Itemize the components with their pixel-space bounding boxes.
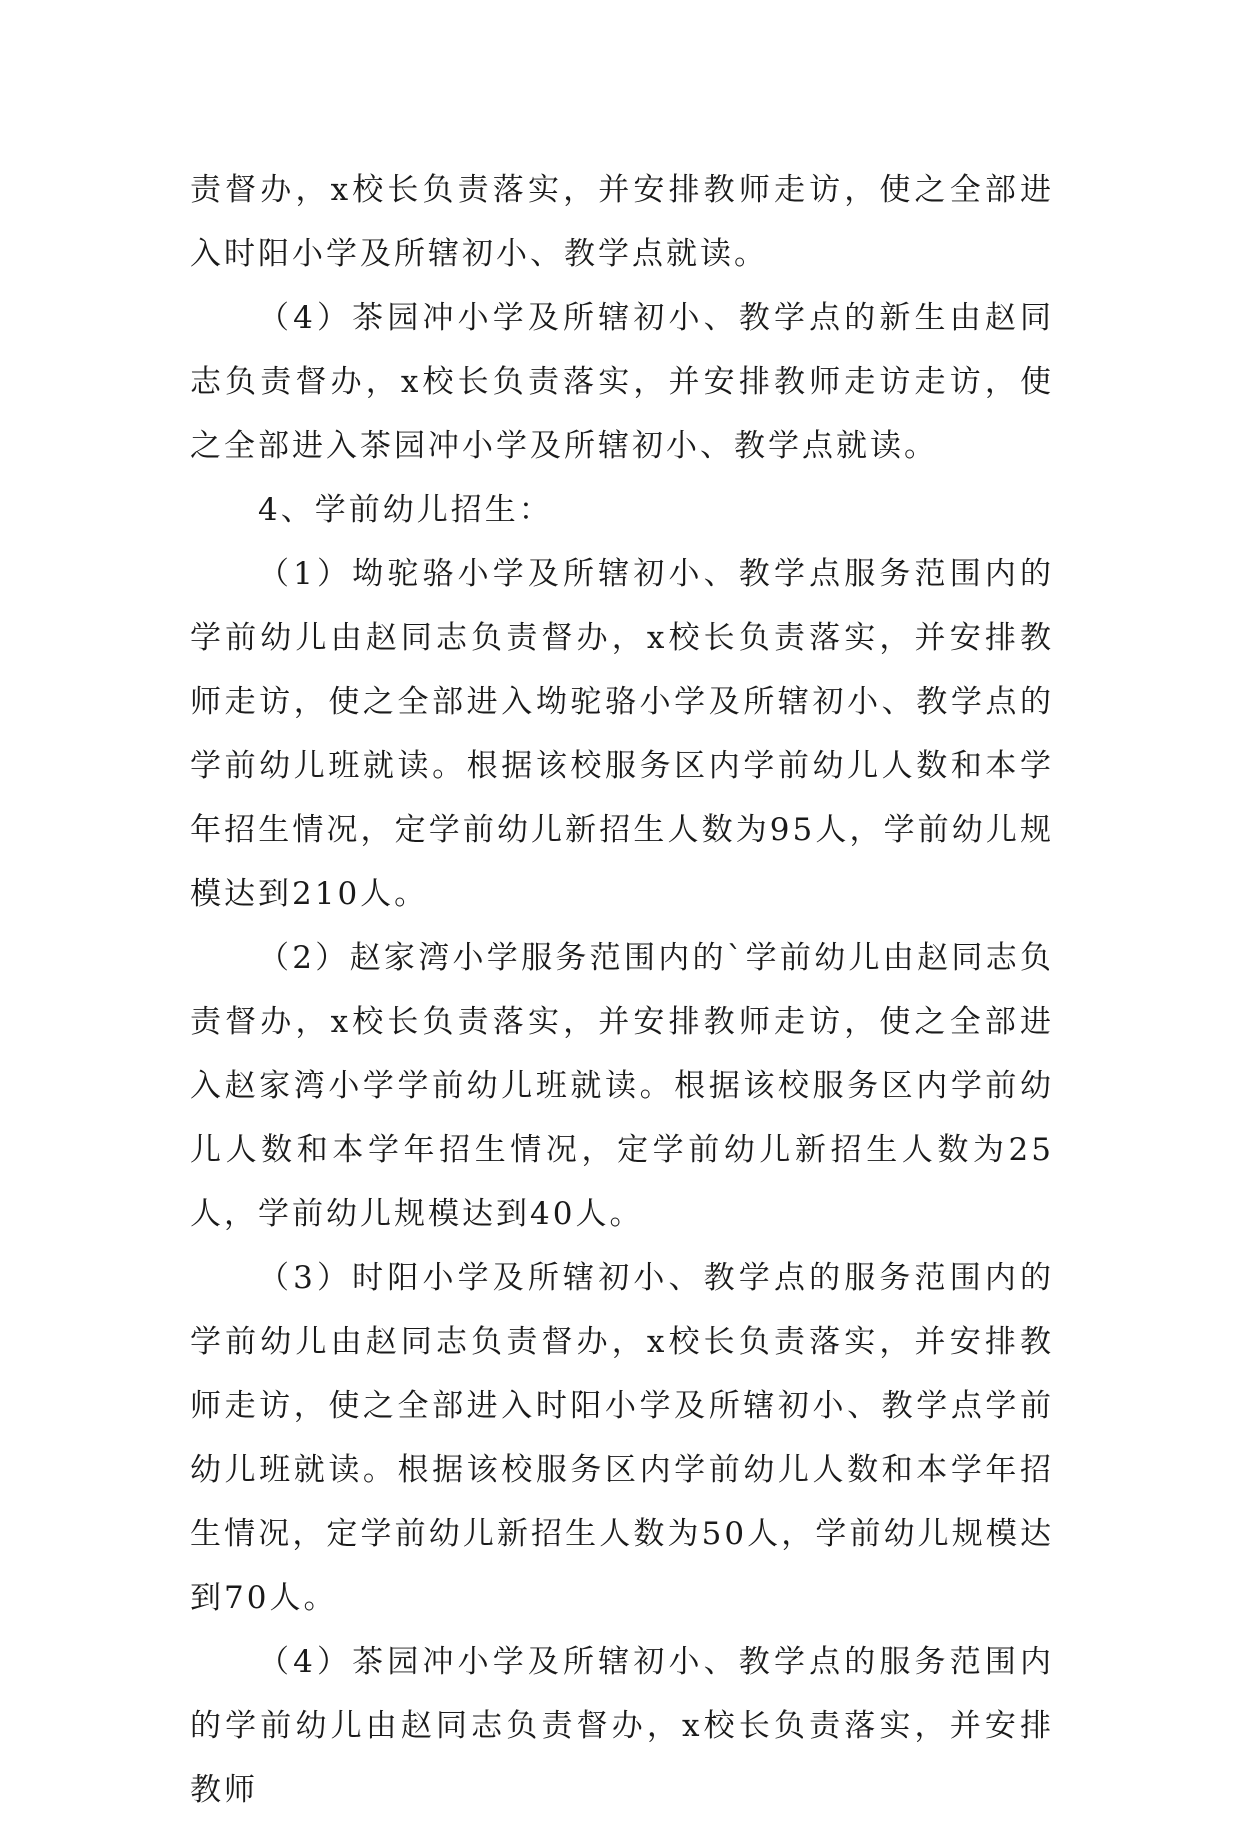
section-heading-preschool: 4、学前幼儿招生： <box>258 492 553 528</box>
paragraph-preschool-item-3: （3）时阳小学及所辖初小、教学点的服务范围内的学前幼儿由赵同志负责督办，x校长负责落实，并安排教师走访，使之全部进入时阳小学及所辖初小、教学点学前幼儿班就读。根据该校服务区内学前幼儿人数和本学年招生情况，定学前幼儿新招生人数为50人，学前幼儿规模达到70人。 <box>190 1260 1054 1616</box>
paragraph-preschool-item-4: （4）茶园冲小学及所辖初小、教学点的服务范围内的学前幼儿由赵同志负责督办，x校长负责落实，并安排教师 <box>190 1644 1054 1808</box>
paragraph-preschool-item-1: （1）坳驼骆小学及所辖初小、教学点服务范围内的学前幼儿由赵同志负责督办，x校长负责落实，并安排教师走访，使之全部进入坳驼骆小学及所辖初小、教学点的学前幼儿班就读。根据该校服务区内学前幼儿人数和本学年招生情况，定学前幼儿新招生人数为95人，学前幼儿规模达到210人。 <box>190 556 1054 912</box>
document-body <box>190 158 1054 1822</box>
paragraph-preschool-item-2: （2）赵家湾小学服务范围内的`学前幼儿由赵同志负责督办，x校长负责落实，并安排教师走访，使之全部进入赵家湾小学学前幼儿班就读。根据该校服务区内学前幼儿人数和本学年招生情况，定学前幼儿新招生人数为25人，学前幼儿规模达到40人。 <box>190 940 1054 1232</box>
paragraph-continuation: 责督办，x校长负责落实，并安排教师走访，使之全部进入时阳小学及所辖初小、教学点就读。 <box>190 172 1054 272</box>
paragraph-item-4-new-students: （4）茶园冲小学及所辖初小、教学点的新生由赵同志负责督办，x校长负责落实，并安排教师走访走访，使之全部进入茶园冲小学及所辖初小、教学点就读。 <box>190 300 1054 464</box>
